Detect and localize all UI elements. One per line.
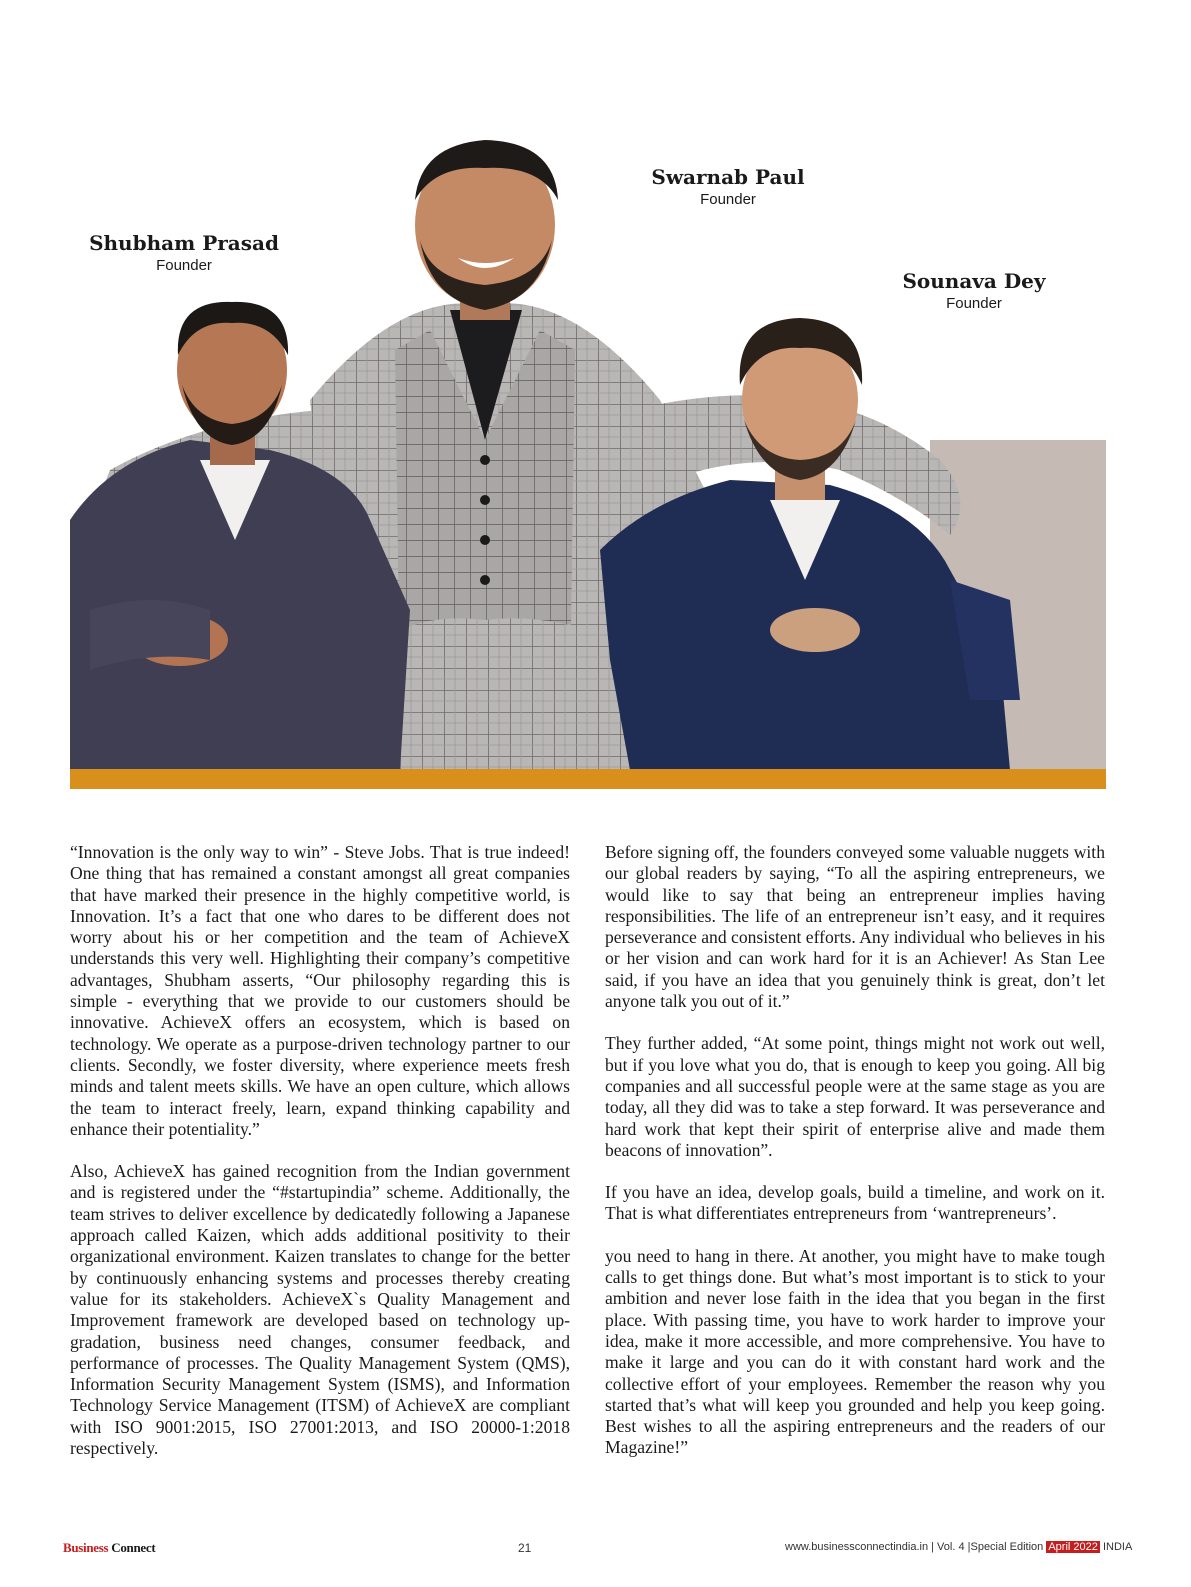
brand-logo-part1: Business — [63, 1540, 109, 1555]
caption-name: Swarnab Paul — [651, 165, 805, 189]
caption-role: Founder — [156, 257, 212, 274]
article-paragraph: “Innovation is the only way to win” - Steve Jobs. That is true indeed! One thing that has remained a constant amongst all great companies that have marked their presence in the highly competitive world, is Innovation. It’s a fact that one who dares to be different does not worry about his or her competition and the team of AchieveX understands this very well. Highlighting their company’s competitive advantages, Shubham asserts, “Our philosophy regarding this is simple - everything that we provide to our customers should be innovative. AchieveX offers an ecosystem, which is based on technology. We operate as a purpose-driven technology partner to our clients. Secondly, we foster diversity, where experience meets fresh minds and talent meets skills. We have an open culture, which allows the team to interact freely, learn, expand thinking capability and enhance their potentiality.” — [70, 842, 570, 1139]
brand-logo — [63, 1540, 155, 1556]
caption-swarnab-paul — [628, 165, 828, 208]
brand-logo-part2: Connect — [111, 1540, 156, 1555]
article-paragraph: If you have an idea, develop goals, build a timeline, and work on it. That is what differentiates entrepreneurs from ‘wantrepreneurs’. — [605, 1182, 1105, 1224]
page-footer — [0, 1540, 1191, 1560]
page-number: 21 — [518, 1541, 532, 1555]
publication-info — [785, 1541, 1132, 1553]
article-column-left — [70, 842, 570, 1480]
issue-date-badge: April 2022 — [1048, 1541, 1098, 1553]
caption-shubham-prasad — [84, 231, 284, 274]
caption-name: Sounava Dey — [902, 269, 1046, 293]
article-paragraph: Before signing off, the founders conveyed some valuable nuggets with our global readers by saying, “To all the aspiring entrepreneurs, we would like to say that being an entrepreneur implies having responsibilities. The life of an entrepreneur isn’t easy, and it requires perseverance and consistent efforts. Any individual who believes in his or her vision and can work hard for it is an Achiever! As Stan Lee said, if you have an idea that you genuinely think is great, don’t let anyone talk you out of it.” — [605, 842, 1105, 1012]
edition-country: INDIA — [1102, 1541, 1133, 1553]
article-column-right — [605, 842, 1105, 1480]
article-paragraph: you need to hang in there. At another, you might have to make tough calls to get things done. But what’s most important is to stick to your ambition and never lose faith in the idea that you began in the first place. With passing time, you have to work harder to improve your idea, make it more accessible, and more comprehensive. You have to make it large and you can do it with constant hard work and the collective effort of your employees. Remember the reason why you started that’s what will keep you grounded and help you keep going. Best wishes to all the aspiring entrepreneurs and the readers of our Magazine!” — [605, 1245, 1105, 1458]
caption-role: Founder — [700, 191, 756, 208]
caption-name: Shubham Prasad — [89, 231, 279, 255]
publication-info-text: www.businessconnectindia.in | Vol. 4 |Special Edition — [785, 1541, 1044, 1553]
caption-sounava-dey — [874, 269, 1074, 312]
article-paragraph: They further added, “At some point, things might not work out well, but if you love what you do, that is enough to keep you going. All big companies and all successful people were at the same stage as you are today, all they did was to take a step forward. It was perseverance and hard work that kept their spirit of enterprise alive and made them beacons of innovation”. — [605, 1033, 1105, 1160]
caption-role: Founder — [946, 295, 1002, 312]
accent-bar — [70, 769, 1106, 789]
article-paragraph: Also, AchieveX has gained recognition from the Indian government and is registered under the “#startupindia” scheme. Additionally, the team strives to deliver excellence by dedicatedly following a Japanese approach called Kaizen, which adds additional positivity to their organizational environment. Kaizen translates to change for the better by continuously enhancing systems and processes thereby creating value for its stakeholders. AchieveX`s Quality Management and Improvement framework are developed based on technology up-gradation, business need changes, consumer feedback, and performance of processes. The Quality Management System (QMS), Information Security Management System (ISMS), and Information Technology Service Management (ITSM) of AchieveX are compliant with ISO 9001:2015, ISO 27001:2013, and ISO 20000-1:2018 respectively. — [70, 1161, 570, 1459]
